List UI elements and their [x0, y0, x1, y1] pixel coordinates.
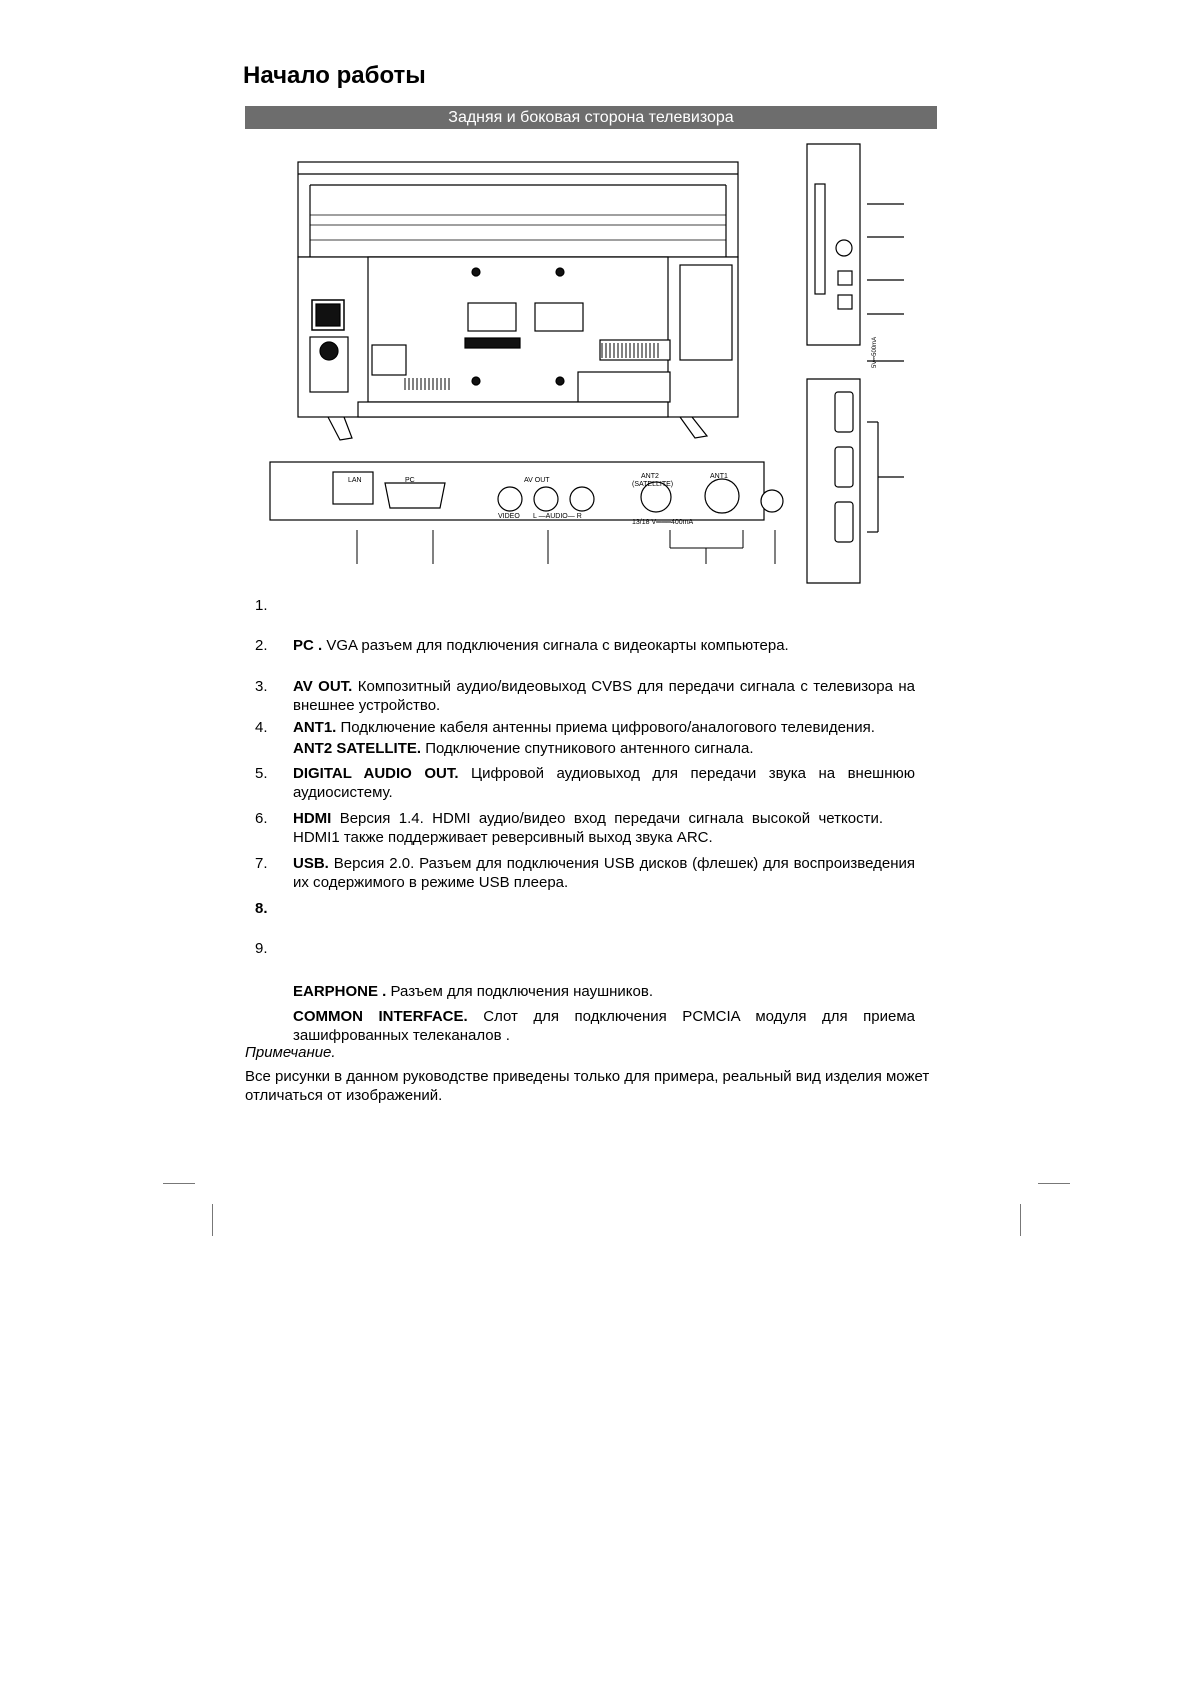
sub-item-title: EARPHONE .: [293, 983, 387, 1000]
label-satellite: (SATELLITE): [632, 481, 674, 488]
tv-back-panel: [298, 162, 738, 440]
bottom-connector-panel: [270, 462, 783, 520]
item-number: 2.: [255, 637, 268, 654]
side-connector-panel: [807, 144, 904, 583]
item-title: AV OUT.: [293, 678, 353, 695]
item-text: Цифровой аудиовыход для передачи звука на внешнюю аудиосистему.: [293, 765, 916, 801]
sub-item-text: Слот для подключения PCMCIA модуля для приема зашифрованных телеканалов .: [293, 1008, 915, 1044]
label-ant1: ANT1: [710, 473, 728, 480]
note-text: Все рисунки в данном руководстве приведены только для примера, реальный вид изделия может отличаться от изображений.: [245, 1068, 930, 1104]
crop-mark: [163, 1183, 195, 1184]
crop-mark: [212, 1204, 213, 1236]
item-number: 6.: [255, 810, 268, 827]
label-av-out: AV OUT: [524, 477, 550, 484]
item-title: PC .: [293, 637, 323, 654]
tv-rear-diagram: [240, 140, 920, 590]
item-title: USB.: [293, 855, 329, 872]
item-number: 9.: [255, 940, 268, 957]
sub-item-earphone: [293, 982, 915, 1001]
sub-item-title: COMMON INTERFACE.: [293, 1008, 468, 1025]
item-text: Подключение кабеля антенны приема цифрового/аналогового телевидения.: [336, 719, 875, 736]
item-text: VGA разъем для подключения сигнала с видеокарты компьютера.: [322, 637, 789, 654]
label-lan: LAN: [348, 477, 362, 484]
sub-item-common-interface: [293, 1007, 915, 1045]
sub-item-text: Разъем для подключения наушников.: [386, 983, 654, 1000]
crop-mark: [1020, 1204, 1021, 1236]
section-header: Задняя и боковая сторона телевизора: [245, 106, 937, 129]
item-text: Версия 1.4. HDMI аудио/видео вход передачи сигнала высокой четкости. HDMI1 также поддерживает реверсивный выход звука ARC.: [293, 810, 883, 846]
label-pc: PC: [405, 477, 415, 484]
note-label: Примечание.: [245, 1044, 336, 1061]
crop-mark: [1038, 1183, 1070, 1184]
label-ant2: ANT2: [641, 473, 659, 480]
label-side-usb: 5V⎓500mA: [872, 336, 878, 368]
sub-item-ant2: [293, 739, 915, 758]
sub-item-title: ANT2 SATELLITE.: [293, 740, 422, 757]
sub-item-text: Подключение спутникового антенного сигнала.: [421, 740, 754, 757]
item-number: 1.: [255, 597, 268, 614]
page-title: Начало работы: [243, 62, 426, 89]
item-number: 8.: [255, 900, 268, 917]
item-text: Композитный аудио/видеовыход CVBS для передачи сигнала с телевизора на внешнее устройство.: [293, 678, 916, 714]
item-title: DIGITAL AUDIO OUT.: [293, 765, 459, 782]
item-number: 3.: [255, 678, 268, 695]
item-number: 5.: [255, 765, 268, 782]
item-title: ANT1.: [293, 719, 337, 736]
label-audio: L —AUDIO— R: [533, 513, 582, 520]
item-number: 4.: [255, 719, 268, 736]
label-power: 13/18 V═══400mA: [632, 519, 694, 526]
item-title: HDMI: [293, 810, 332, 827]
item-text: Версия 2.0. Разъем для подключения USB дисков (флешек) для воспроизведения их содержимого в режиме USB плеера.: [293, 855, 915, 891]
label-video: VIDEO: [498, 513, 520, 520]
item-number: 7.: [255, 855, 268, 872]
